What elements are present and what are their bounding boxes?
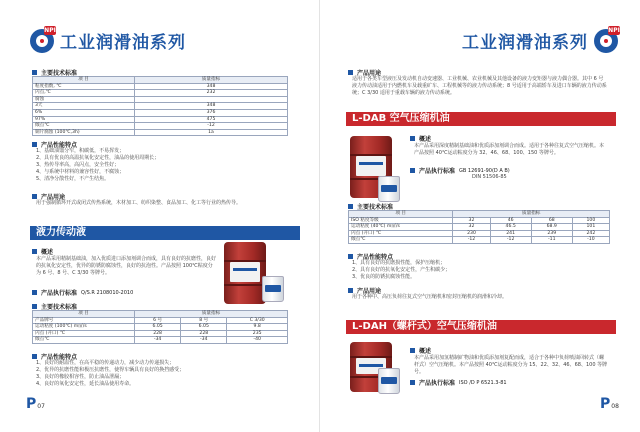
table-cell: 232 [135,90,288,97]
table-cell: 6% [33,109,135,116]
table-header-row [349,211,610,218]
table-header-cell: 质量指标 [135,311,288,318]
section-heading: 概述 [410,346,431,355]
table-cell: 6.05 [181,324,227,331]
table-cell: 228 [135,330,181,337]
table-row [33,90,288,97]
list-item: 3、优良的防锈抗腐蚀性能。 [352,274,416,280]
table-row [33,83,288,90]
table-subheader-row [33,317,288,324]
overview-text: 本产品采用深度精制基础油和优质添加剂调合而成。适用于各种往复式空气压缩机。本产品按照 40℃运动粘度分为 32、46、68、100、150 等牌号。 [414,143,605,156]
bullet-square-icon [32,142,37,147]
list-item: 1、具有良好的抗磨损性能，保护压缩机； [352,260,446,266]
table-cell: 6.05 [135,324,181,331]
table-cell: 1a [135,129,288,136]
list-item: 5、清净分散性好，不产生结焦。 [36,176,110,182]
table-cell [135,96,288,103]
table-row [33,96,288,103]
table-cell: 242 [572,230,609,237]
page-number: P07 [26,396,45,412]
table-cell: 倾点℃ [349,237,453,244]
table-row [349,237,610,244]
table-cell: 68 [531,217,572,224]
table-row [33,116,288,123]
feature-list-2 [36,360,286,388]
product-banner: 液力传动液 [30,226,300,240]
section-heading: 产品用途 [348,68,381,77]
table-cell: 230 [453,230,490,237]
list-item: 2、优异的抗磨性能和极压抗磨性，使得车辆具有良好的换挡感受； [36,367,185,373]
list-item: 1、良好的耐温性，在高平稳的传递动力，减少动力传递损失； [36,360,175,366]
right-page [320,0,640,432]
left-header [30,28,186,53]
table-cell: 运动粘度 (100℃) m㎡/s [33,324,135,331]
table-cell: 46 [490,217,531,224]
oil-pail-image [262,276,284,302]
table-cell: -11 [531,237,572,244]
list-item: 4、良好的氧化安定性，延长油品使用寿命。 [36,381,135,387]
table-cell: 粘度指数, ℃ [33,83,135,90]
feature-list [36,148,286,183]
table-row [349,230,610,237]
table-row [33,109,288,116]
table-cell: ISO 粘度等级 [349,217,453,224]
section-heading: 产品执行标准 GB 12691-90(D A B) [410,166,510,175]
table-cell: 9.8 [227,324,288,331]
table-cell: 闪点,℃ [33,90,135,97]
list-item: 3、良好的橡胶相容性，防止油品泄漏； [36,374,125,380]
table-cell: 腐蚀 [33,96,135,103]
table-header-cell: 项 目 [349,211,453,218]
bullet-square-icon [348,70,353,75]
section-heading: 主要技术标准 [32,302,77,311]
table-cell: 32 [453,224,490,231]
header-title: 工业润滑油系列 [462,33,588,53]
bullet-square-icon [410,348,415,353]
section-heading: 主要技术标准 [32,68,77,77]
use-text-2: 用于各种中、高压负荷往复式空气压缩机和密封压缩机的润滑和冷却。 [352,294,508,300]
table-cell: 376 [135,109,288,116]
exec-standard-2: DIN 51506-85 [472,174,507,180]
bullet-square-icon [32,354,37,359]
list-item: 1、基础油馏分窄，积碳低，不易挥发； [36,148,125,154]
list-item: 3、热传导率高，高闪点，安全性好； [36,162,120,168]
table-header-cell: 项 目 [33,311,135,318]
section-heading: 产品性能特点 [32,352,77,361]
table-cell: -12 [490,237,531,244]
table-row [33,324,288,331]
section-heading: 主要技术标准 [348,202,393,211]
product-banner: L-DAB 空气压缩机油 [346,112,616,126]
table-row [33,123,288,130]
table-cell: 97% [33,116,135,123]
table-subheader-row [349,217,610,224]
table-cell: 倾点℃ [33,123,135,130]
right-header [462,28,618,53]
bullet-square-icon [32,290,37,295]
spec-table-2 [32,310,288,344]
section-heading: 产品执行标准 ISO /D P 6521.3-81 [410,378,507,387]
overview-text-2: 本产品采用加氢精制矿物油和优质添加剂复配而成，适合于各种中负荷喷油回转式（螺杆式）空气压缩机。本产品按照 40℃运动粘度分为 15、22、32、46、68、100 等牌号。 [414,355,608,375]
table-cell: 228 [181,330,227,337]
table-cell: 铜片腐蚀 (100℃,3h) [33,129,135,136]
table-cell: 运动粘度 (40℃) m㎡/s [349,224,453,231]
table-row [33,103,288,110]
table-header-row [33,311,288,318]
bullet-square-icon [410,136,415,141]
table-cell: 32 [453,217,490,224]
use-text: 用于强制循环开式或闭式传热系统，木材加工、纺织染整、食品加工、化工等行业的热传导。 [36,200,242,206]
oil-drum-image [224,242,266,304]
bullet-square-icon [32,70,37,75]
list-item: 2、具有良好的抗氧化安定性，产生积碳少； [352,267,451,273]
section-heading: 产品用途 [32,192,65,201]
bullet-square-icon [348,288,353,293]
spec-table [348,210,610,244]
bullet-square-icon [410,168,415,173]
bullet-square-icon [32,249,37,254]
header-title: 工业润滑油系列 [60,33,186,53]
table-cell: 产品牌号 [33,317,135,324]
table-header-cell: 质量指标 [453,211,610,218]
table-cell: C 3/30 [227,317,288,324]
product-banner-2: L-DAH（螺杆式）空气压缩机油 [346,320,616,334]
section-heading: 产品性能特点 [32,140,77,149]
section-heading: 产品执行标准 Q/S.R 2108010-2010 [32,288,133,297]
table-cell: -34 [135,337,181,344]
table-cell: 235 [227,330,288,337]
spec-table [32,76,288,136]
table-row [33,337,288,344]
table-cell: 6 号 [135,317,181,324]
section-heading: 产品用途 [348,286,381,295]
table-cell: 46.5 [490,224,531,231]
list-item: 2、具有优良的高温抗氧化安定性，油品的使用周期长； [36,155,160,161]
table-cell: 241 [490,230,531,237]
table-cell: 68.9 [531,224,572,231]
table-cell: 倾点℃ [33,337,135,344]
feature-list [352,260,608,281]
table-cell: 348 [135,83,288,90]
table-cell: -12 [453,237,490,244]
bullet-square-icon [32,194,37,199]
table-cell: 100 [572,217,609,224]
list-item: 4、与系统中材料的兼容性好，不腐蚀； [36,169,125,175]
table-header-cell: 项 目 [33,77,135,84]
table-cell: -10 [572,237,609,244]
bullet-square-icon [410,380,415,385]
table-cell: 475 [135,116,288,123]
section-heading: 概述 [32,247,53,256]
bullet-square-icon [348,204,353,209]
table-row [349,224,610,231]
table-header-cell: 质量指标 [135,77,288,84]
oil-pail-image [378,176,400,202]
table-cell: 闪点 (开口) ℃ [33,330,135,337]
table-cell: -40 [227,337,288,344]
table-cell: -34 [181,337,227,344]
brand-logo-icon: NPI [594,29,618,53]
table-cell: 3天 [33,103,135,110]
table-cell: 101 [572,224,609,231]
bullet-square-icon [32,304,37,309]
table-header-row [33,77,288,84]
section-heading: 产品性能特点 [348,252,393,261]
brand-logo-icon: NPI [30,29,54,53]
table-cell: -12 [135,123,288,130]
table-row [33,129,288,136]
table-cell: 348 [135,103,288,110]
use-text: 适用于各类车型液压及发动机自动变速器、工业机械、农业机械及其他设备的液力变矩器与液力偶合器。其中 6 号液力传动油适用于内燃机车及载重矿车、工程机械等的液力传动系统；8 号适用于高端轿车及进口车辆的液力传动系统；C 3/30 适用于重载车辆的液力传动系统。 [352,76,607,96]
overview-text: 本产品采用精制基础油，加入优质进口添加剂调合而成，具有良好的抗磨性，良好的抗氧化安定性，优异的防锈防腐蚀性，良好的抗泡性。产品按照 100℃粘度分为 6 号、8 号、C 3/30 等牌号。 [36,256,217,276]
page-number: P08 [600,396,619,412]
table-cell: 8 号 [181,317,227,324]
bullet-square-icon [348,254,353,259]
table-row [33,330,288,337]
section-heading: 概述 [410,134,431,143]
table-cell: 闪点 (开口) ℃ [349,230,453,237]
oil-pail-image [378,368,400,394]
table-cell: 239 [531,230,572,237]
